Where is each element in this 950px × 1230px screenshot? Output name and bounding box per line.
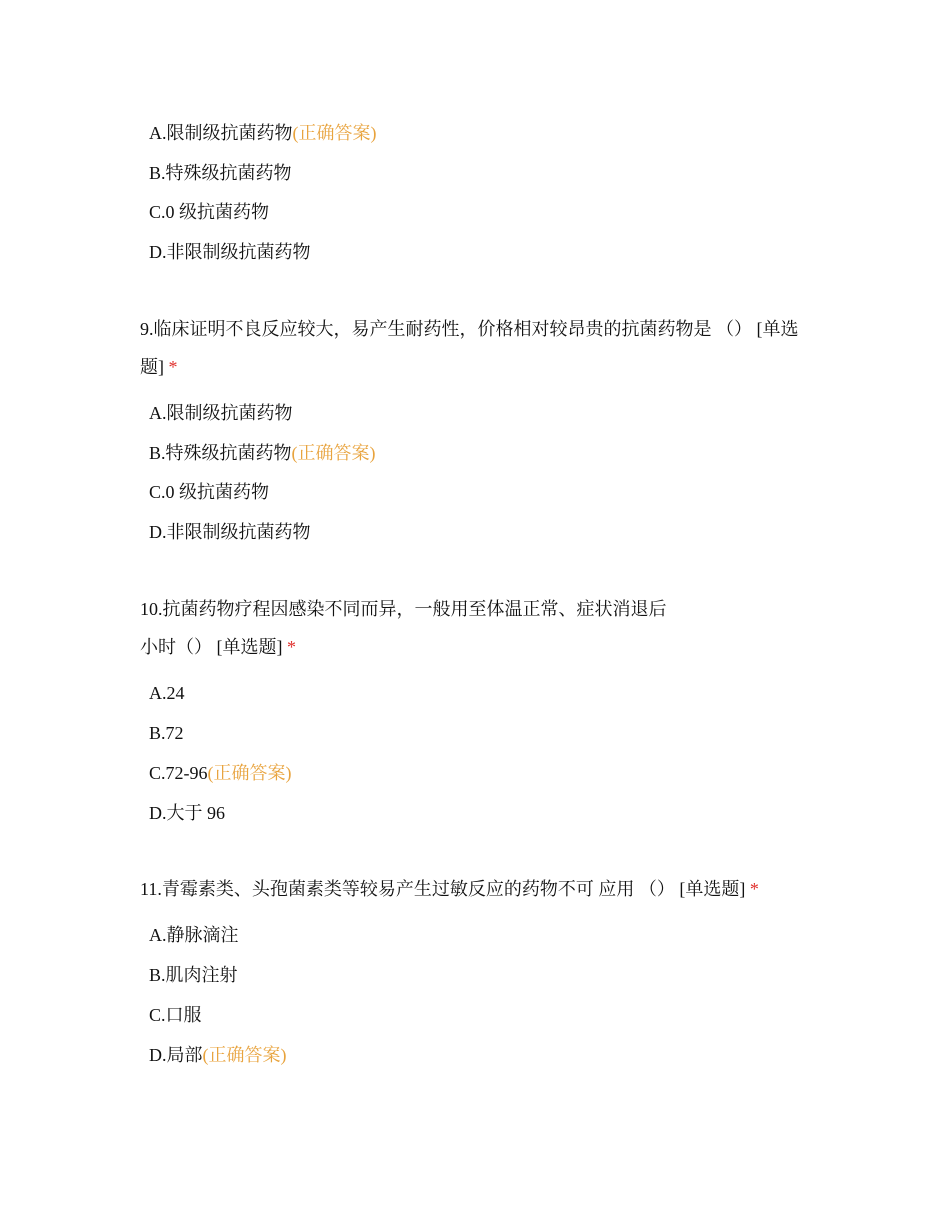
option-text: D.非限制级抗菌药物 <box>149 242 311 262</box>
option-text: D.局部 <box>149 1045 203 1065</box>
option-text: D.非限制级抗菌药物 <box>149 522 311 542</box>
option-text: B.特殊级抗菌药物 <box>149 443 292 463</box>
option-text: B.肌肉注射 <box>149 965 238 985</box>
correct-answer-tag: (正确答案) <box>292 123 377 143</box>
option-text: C.0 级抗菌药物 <box>149 202 270 222</box>
q9-option-c <box>149 480 269 504</box>
question-text-line2: 小时（） [单选题] <box>140 637 283 657</box>
q10-option-a <box>149 681 185 705</box>
option-text: A.静脉滴注 <box>149 925 239 945</box>
option-text: B.72 <box>149 723 184 743</box>
required-mark: * <box>287 637 296 657</box>
option-text: A.限制级抗菌药物 <box>149 403 293 423</box>
prev-option-b <box>149 161 292 185</box>
q9-option-d <box>149 520 311 544</box>
prev-option-a <box>149 121 377 145</box>
q11-option-a <box>149 923 239 947</box>
q11-option-c <box>149 1003 202 1027</box>
q9-option-b <box>149 441 376 465</box>
question-11 <box>140 870 860 908</box>
question-text-line2-row <box>140 628 820 666</box>
q10-option-c <box>149 761 292 785</box>
correct-answer-tag: (正确答案) <box>202 1045 287 1065</box>
q11-option-b <box>149 963 238 987</box>
prev-option-d <box>149 240 311 264</box>
q10-option-b <box>149 721 184 745</box>
question-text: 11.青霉素类、头孢菌素类等较易产生过敏反应的药物不可 应用 （） [单选题] <box>140 879 746 899</box>
question-9 <box>140 310 820 386</box>
prev-option-c <box>149 200 269 224</box>
correct-answer-tag: (正确答案) <box>291 443 376 463</box>
q10-option-d <box>149 801 225 825</box>
option-text: C.口服 <box>149 1005 202 1025</box>
required-mark: * <box>749 879 759 899</box>
required-mark: * <box>168 357 178 377</box>
option-text: B.特殊级抗菌药物 <box>149 163 292 183</box>
option-text: A.24 <box>149 683 185 703</box>
q11-option-d <box>149 1043 287 1067</box>
option-text: C.72-96 <box>149 763 208 783</box>
question-10 <box>140 590 820 666</box>
question-text-line1: 10.抗菌药物疗程因感染不同而异，一般用至体温正常、症状消退后 <box>140 599 667 619</box>
correct-answer-tag: (正确答案) <box>207 763 292 783</box>
question-text: 9.临床证明不良反应较大，易产生耐药性，价格相对较昂贵的抗菌药物是 （） [单选题] <box>140 319 799 377</box>
option-text: A.限制级抗菌药物 <box>149 123 293 143</box>
option-text: D.大于 96 <box>149 803 225 823</box>
q9-option-a <box>149 401 293 425</box>
option-text: C.0 级抗菌药物 <box>149 482 270 502</box>
